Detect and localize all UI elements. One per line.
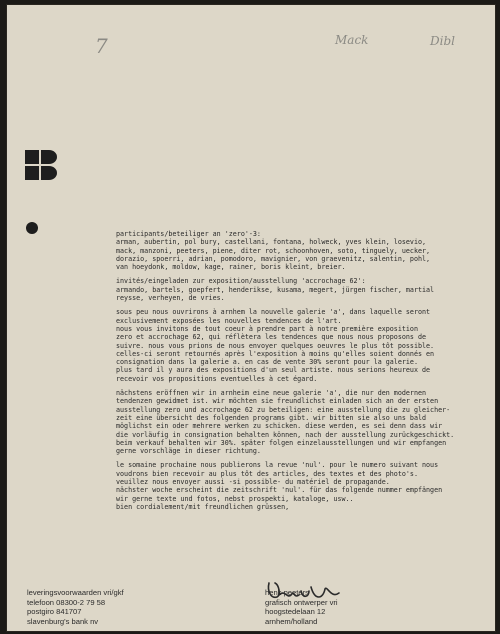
letter-body — [116, 230, 486, 517]
paragraph-german — [116, 389, 486, 455]
closing-line: bien cordialement/mit freundlichen grüssen, — [116, 502, 290, 511]
paragraph-revue-nul — [116, 461, 486, 511]
text-line: sous peu nous ouvrirons à arnhem la nouvelle galerie 'a', dans laquelle seront — [116, 308, 431, 317]
logo-block-left — [25, 150, 39, 164]
text-line: reysse, verheyen, de vries. — [116, 294, 225, 303]
text-line: invités/eingeladen zur exposition/ausstellung 'accrochage 62': — [116, 277, 366, 286]
text-line: suivre. nous vous prions de nous envoyer quelques oeuvres le plus tôt possible. — [116, 341, 435, 350]
text-line: zero et accrochage 62, qui réflètera les tendences que nous nous proposons de — [116, 333, 427, 342]
text-line: voudrons bien recevoir au plus tôt des articles, des textes et des photo's. — [116, 469, 418, 478]
footer-phone: telefoon 08300-2 79 58 — [27, 597, 106, 607]
footer-left — [27, 588, 124, 626]
text-line: tendenzen gewidmet ist. wir möchten sie freundlichst einladen sich an der ersten — [116, 397, 439, 406]
text-line: celles-ci seront retournés après l'exposition à moins qu'elles soient donnés en — [116, 349, 435, 358]
text-line: exclusivement exposées les nouvelles tendences de l'art. — [116, 316, 342, 325]
text-line: beim verkauf behalten wir 30%. später folgen einzelausstellungen und wir empfangen — [116, 438, 447, 447]
pencil-note-number: 7 — [95, 34, 108, 58]
text-line: mack, manzoni, peeters, piene, diter rot, schoonhoven, soto, tinguely, uecker, — [116, 246, 431, 255]
text-line: participants/beteiliger an 'zero'-3: — [116, 230, 261, 238]
paragraph-participants — [116, 230, 486, 271]
text-line: nous vous invitons de tout coeur à prendre part à notre première exposition — [116, 324, 418, 333]
logo-block-lower-right — [41, 166, 57, 180]
footer-city: arnhem/holland — [265, 616, 318, 626]
text-line: wir gerne texte und fotos, nebst prospekti, kataloge, usw.. — [116, 494, 354, 503]
pencil-note-name: Mack — [335, 33, 369, 47]
text-line: ausstellung zero und accrochage 62 zu beteiligen: eine ausstellung die zu gleicher- — [116, 405, 451, 414]
text-line: möglichst ein oder mehrere werken zu schicken. diese werden, es sei denn dass wir — [116, 422, 443, 431]
logo-dot — [26, 222, 38, 234]
letter-sheet — [7, 5, 495, 631]
logo-block-right — [41, 150, 57, 164]
footer-name: henk peeters — [265, 588, 309, 597]
text-line: consignation dans la galerie a. en cas de vente 30% seront pour la galerie. — [116, 358, 418, 367]
paragraph-french — [116, 308, 486, 383]
text-line: plus tard il y aura des expositions d'un seul artiste. nous serions heureux de — [116, 366, 431, 375]
logo-block-lower-left — [25, 166, 39, 180]
text-line: arman, aubertin, pol bury, castellani, fontana, holweck, yves klein, losevio, — [116, 238, 427, 247]
footer-bank: slavenburg's bank nv — [27, 616, 99, 626]
footer-right — [265, 588, 338, 626]
text-line: dorazio, spoerri, adrian, pomodoro, mavignier, von graevenitz, salentin, pohl, — [116, 254, 431, 263]
text-line: zeit eine übersicht des folgenden programs gibt. wir bitten sie also uns bald — [116, 413, 427, 422]
text-line: gerne vorschläge in dieser richtung. — [116, 447, 261, 456]
text-line: armando, bartels, goepfert, henderikse, kusama, megert, jürgen fischer, martial — [116, 285, 435, 294]
text-line: veuillez nous envoyer aussi -si possible- du matériel de propagande. — [116, 478, 390, 487]
pencil-note-right: Dibl — [430, 34, 455, 48]
text-line: nächstens eröffnen wir in arnheim eine neue galerie 'a', die nur den modernen — [116, 389, 427, 398]
text-line: recevoir vos propositions eventuelles à cet égard. — [116, 374, 318, 383]
footer-postgiro: postgiro 841707 — [27, 607, 82, 617]
paragraph-invites — [116, 277, 486, 302]
text-line: die vorläufig in consignation behalten können, nach der ausstellung zurückgeschickt. — [116, 430, 455, 439]
footer-street: hoogstedelaan 12 — [265, 607, 326, 617]
text-line: nächster woche erscheint die zeitschrift 'nul'. für das folgende nummer empfängen — [116, 486, 443, 495]
letterhead-logo — [25, 150, 57, 240]
text-line: le somaine prochaine nous publierons la revue 'nul'. pour le numero suivant nous — [116, 461, 439, 470]
footer-profession: grafisch ontwerper vri — [265, 597, 338, 607]
text-line: van hoeydonk, moldow, kage, rainer, boris kleint, breier. — [116, 263, 346, 272]
footer-delivery-terms: leveringsvoorwaarden vri/gkf — [27, 588, 124, 597]
